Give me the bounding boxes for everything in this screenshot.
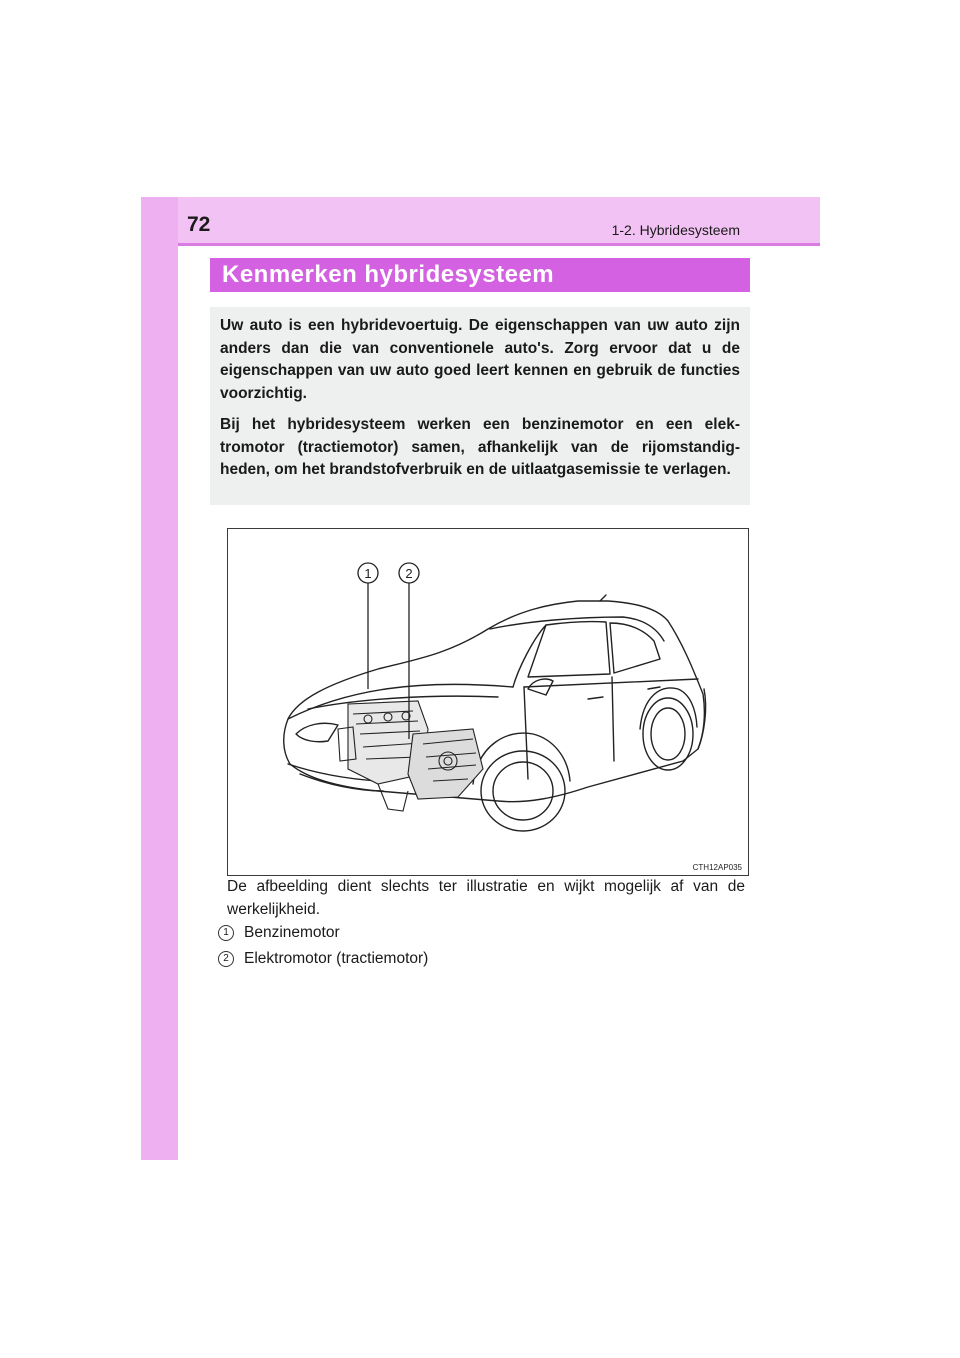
car-illustration (227, 528, 749, 876)
legend-label-2: Elektromotor (tractiemotor) (244, 950, 429, 967)
callout-2: 2 (405, 566, 413, 581)
page-number: 72 (187, 213, 211, 236)
side-tab-band (141, 197, 178, 1160)
section-title: Kenmerken hybridesysteem (222, 261, 555, 288)
hybrid-car-drawing (228, 529, 748, 875)
figure-caption: De afbeelding dient slechts ter illustratie en wijkt mogelijk af van de werkelijkheid. (227, 878, 745, 918)
legend-item-benzinemotor (218, 924, 340, 946)
header-divider (178, 243, 820, 246)
figure-code: CTH12AP035 (692, 863, 742, 872)
intro-paragraph-2: Bij het hybridesysteem werken een benzinemotor en een elek- tromotor (tractiemotor) samen, afhankelijk van de rijomstandig- heden, om het brandstofverbruik en de uitlaatgasemissie te verlagen. (220, 416, 740, 478)
legend-item-elektromotor (218, 950, 428, 972)
legend-number-2: 2 (218, 951, 234, 967)
legend-number-1: 1 (218, 925, 234, 941)
intro-paragraph-1: Uw auto is een hybridevoertuig. De eigenschappen van uw auto zijn anders dan die van conventionele auto's. Zorg ervoor dat u de eigenschappen van uw auto goed leert kennen en gebruik de functies voorzichtig. (220, 317, 740, 402)
legend-label-1: Benzinemotor (244, 924, 340, 941)
intro-box (210, 307, 750, 505)
chapter-title: 1-2. Hybridesysteem (611, 222, 740, 238)
section-title-bar (210, 258, 750, 292)
callout-1: 1 (364, 566, 372, 581)
